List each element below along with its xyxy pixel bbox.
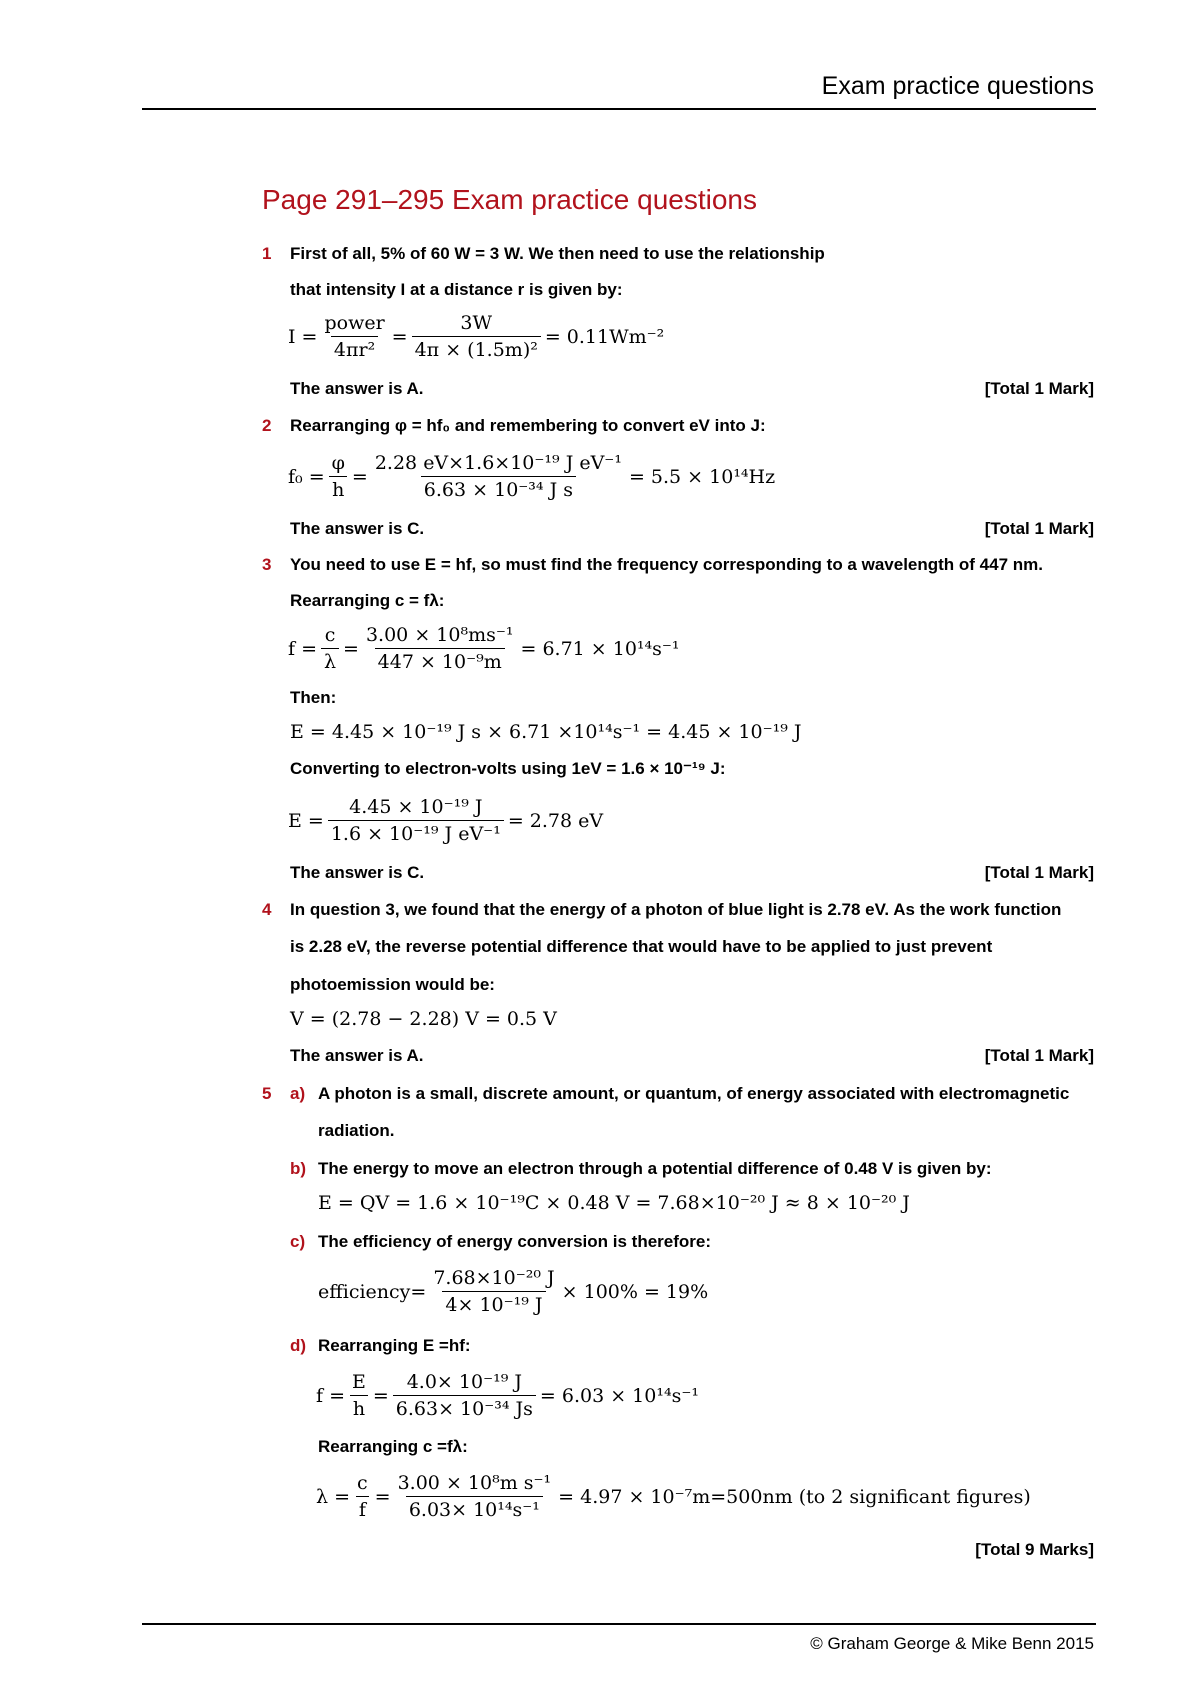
q5d-eq1-lhs: f = bbox=[316, 1384, 345, 1407]
q3-energy-equation: E = 4.45 × 10⁻¹⁹ J s × 6.71 ×10¹⁴s⁻¹ = 4.45 × 10⁻¹⁹ J bbox=[290, 721, 802, 743]
q1-eq-equals: = bbox=[391, 325, 408, 348]
q3-frequency-equation bbox=[288, 624, 680, 673]
q1-text-line-2: that intensity I at a distance r is given by: bbox=[290, 280, 623, 299]
q5c-numerator: 7.68×10⁻²⁰ J bbox=[433, 1267, 555, 1289]
footer-rule bbox=[142, 1623, 1096, 1625]
q1-fraction-1-denominator: 4πr² bbox=[331, 336, 378, 361]
q5d-eq2-fraction-1-numerator: c bbox=[357, 1472, 368, 1494]
q4-answer: The answer is A. bbox=[290, 1046, 424, 1065]
q5-total-mark: [Total 9 Marks] bbox=[975, 1540, 1094, 1559]
q3-eq3-lhs: E = bbox=[288, 809, 324, 832]
q2-eq-lhs: f₀ = bbox=[288, 465, 325, 488]
q2-fraction-2-numerator: 2.28 eV×1.6×10⁻¹⁹ J eV⁻¹ bbox=[374, 452, 622, 474]
q3-eq3-denominator: 1.6 × 10⁻¹⁹ J eV⁻¹ bbox=[328, 820, 504, 845]
q3-eq1-result: = 6.71 × 10¹⁴s⁻¹ bbox=[520, 637, 680, 660]
q2-eq-equals: = bbox=[351, 465, 368, 488]
q1-equation bbox=[288, 312, 664, 361]
q5c-text-line-1: The efficiency of energy conversion is therefore: bbox=[318, 1232, 712, 1251]
q2-fraction-1-denominator: h bbox=[329, 476, 347, 501]
q2-total-mark: [Total 1 Mark] bbox=[984, 519, 1094, 538]
q5c-efficiency-equation bbox=[318, 1267, 708, 1316]
q1-text-line-1: First of all, 5% of 60 W = 3 W. We then need to use the relationship bbox=[290, 244, 825, 263]
q1-fraction-2-numerator: 3W bbox=[460, 312, 493, 334]
q3-eq1-fraction-2 bbox=[363, 624, 517, 673]
q1-eq-result: = 0.11Wm⁻² bbox=[544, 325, 665, 348]
q3-text-line-2: Rearranging c = fλ: bbox=[290, 591, 445, 610]
q1-eq-lhs: I = bbox=[288, 325, 318, 348]
q3-eq3-fraction bbox=[328, 796, 504, 845]
q4-text-line-3: photoemission would be: bbox=[290, 975, 495, 994]
q3-eq3-result: = 2.78 eV bbox=[507, 809, 604, 832]
q5d-eq1-fraction-2-denominator: 6.63× 10⁻³⁴ Js bbox=[393, 1395, 536, 1420]
q1-answer: The answer is A. bbox=[290, 379, 424, 398]
page-title: Page 291–295 Exam practice questions bbox=[262, 184, 757, 215]
q2-answer: The answer is C. bbox=[290, 519, 425, 538]
q5d-eq2-fraction-2-numerator: 3.00 × 10⁸m s⁻¹ bbox=[397, 1472, 552, 1494]
q5d-eq2-fraction-1 bbox=[354, 1472, 371, 1521]
q3-ev-equation bbox=[288, 796, 603, 845]
q5d-eq2-result: = 4.97 × 10⁻⁷m=500nm (to 2 significant figures) bbox=[558, 1485, 1031, 1508]
q4-total-mark: [Total 1 Mark] bbox=[984, 1046, 1094, 1065]
q5c-denominator: 4× 10⁻¹⁹ J bbox=[442, 1291, 545, 1316]
q5d-eq2-lhs: λ = bbox=[316, 1485, 351, 1508]
running-header: Exam practice questions bbox=[821, 72, 1094, 100]
q5d-eq2-fraction-2-denominator: 6.03× 10¹⁴s⁻¹ bbox=[406, 1496, 543, 1521]
q4-equation: V = (2.78 − 2.28) V = 0.5 V bbox=[290, 1008, 557, 1030]
question-number-1: 1 bbox=[262, 244, 272, 263]
q3-text-line-3: Converting to electron-volts using 1eV = 1.6 × 10⁻¹⁹ J: bbox=[290, 759, 726, 778]
q3-eq1-fraction-2-numerator: 3.00 × 10⁸ms⁻¹ bbox=[365, 624, 514, 646]
q3-text-line-1: You need to use E = hf, so must find the frequency corresponding to a wavelength of 447 nm. bbox=[290, 555, 1043, 574]
header-rule bbox=[142, 108, 1096, 110]
q3-eq1-fraction-1 bbox=[321, 624, 339, 673]
q2-text-line-1: Rearranging φ = hf₀ and remembering to convert eV into J: bbox=[290, 416, 766, 435]
q5-part-c-label: c) bbox=[290, 1232, 306, 1251]
q5d-wavelength-equation bbox=[316, 1472, 1031, 1521]
q5d-eq2-fraction-1-denominator: f bbox=[356, 1496, 369, 1521]
q5c-fraction bbox=[430, 1267, 557, 1316]
q5d-eq1-fraction-2 bbox=[393, 1371, 536, 1420]
q1-fraction-1 bbox=[321, 312, 387, 361]
q5d-text-line-2: Rearranging c =fλ: bbox=[318, 1437, 468, 1456]
q5d-eq2-equals: = bbox=[374, 1485, 391, 1508]
q3-eq1-equals: = bbox=[343, 637, 359, 660]
q5d-eq2-fraction-2 bbox=[395, 1472, 555, 1521]
q5-part-a-label: a) bbox=[290, 1084, 306, 1103]
q5a-text-line-2: radiation. bbox=[318, 1121, 395, 1140]
q3-eq1-lhs: f = bbox=[288, 637, 317, 660]
q5b-equation: E = QV = 1.6 × 10⁻¹⁹C × 0.48 V = 7.68×10⁻²⁰ J ≈ 8 × 10⁻²⁰ J bbox=[318, 1192, 910, 1214]
question-number-3: 3 bbox=[262, 555, 272, 574]
q2-fraction-1 bbox=[329, 452, 348, 501]
q5a-text-line-1: A photon is a small, discrete amount, or quantum, of energy associated with electromagnetic bbox=[318, 1084, 1070, 1103]
q5d-eq1-fraction-1-denominator: h bbox=[350, 1395, 368, 1420]
q3-eq1-fraction-1-denominator: λ bbox=[321, 648, 339, 673]
q5d-eq1-fraction-1-numerator: E bbox=[352, 1371, 366, 1393]
q2-fraction-1-numerator: φ bbox=[331, 452, 345, 474]
q5d-eq1-fraction-1 bbox=[349, 1371, 369, 1420]
q5d-eq1-equals: = bbox=[372, 1384, 389, 1407]
q5-part-d-label: d) bbox=[290, 1336, 307, 1355]
q5d-eq1-fraction-2-numerator: 4.0× 10⁻¹⁹ J bbox=[406, 1371, 522, 1393]
q4-text-line-1: In question 3, we found that the energy of a photon of blue light is 2.78 eV. As the work function bbox=[290, 900, 1062, 919]
q5c-eq-result: × 100% = 19% bbox=[561, 1280, 709, 1303]
q2-fraction-2 bbox=[372, 452, 625, 501]
q4-text-line-2: is 2.28 eV, the reverse potential difference that would have to be applied to just prevent bbox=[290, 937, 993, 956]
q1-total-mark: [Total 1 Mark] bbox=[984, 379, 1094, 398]
q5-part-b-label: b) bbox=[290, 1159, 307, 1178]
q3-eq1-fraction-1-numerator: c bbox=[324, 624, 336, 646]
q3-then: Then: bbox=[290, 688, 337, 707]
q1-fraction-2 bbox=[412, 312, 541, 361]
q3-answer: The answer is C. bbox=[290, 863, 425, 882]
q5d-frequency-equation bbox=[316, 1371, 699, 1420]
q3-eq3-numerator: 4.45 × 10⁻¹⁹ J bbox=[349, 796, 483, 818]
q1-fraction-1-numerator: power bbox=[324, 312, 385, 334]
q2-eq-result: = 5.5 × 10¹⁴Hz bbox=[628, 465, 776, 488]
q3-total-mark: [Total 1 Mark] bbox=[984, 863, 1094, 882]
q2-equation bbox=[288, 452, 775, 501]
copyright-footer: © Graham George & Mike Benn 2015 bbox=[810, 1634, 1094, 1653]
q5b-text-line-1: The energy to move an electron through a potential difference of 0.48 V is given by: bbox=[318, 1159, 992, 1178]
q3-eq1-fraction-2-denominator: 447 × 10⁻⁹m bbox=[375, 648, 505, 673]
q2-fraction-2-denominator: 6.63 × 10⁻³⁴ J s bbox=[421, 476, 576, 501]
q5d-eq1-result: = 6.03 × 10¹⁴s⁻¹ bbox=[539, 1384, 699, 1407]
question-number-4: 4 bbox=[262, 900, 272, 919]
q1-fraction-2-denominator: 4π × (1.5m)² bbox=[412, 336, 541, 361]
q5d-text-line-1: Rearranging E =hf: bbox=[318, 1336, 471, 1355]
question-number-5: 5 bbox=[262, 1084, 272, 1103]
question-number-2: 2 bbox=[262, 416, 272, 435]
q5c-eq-lhs: efficiency= bbox=[318, 1280, 427, 1303]
